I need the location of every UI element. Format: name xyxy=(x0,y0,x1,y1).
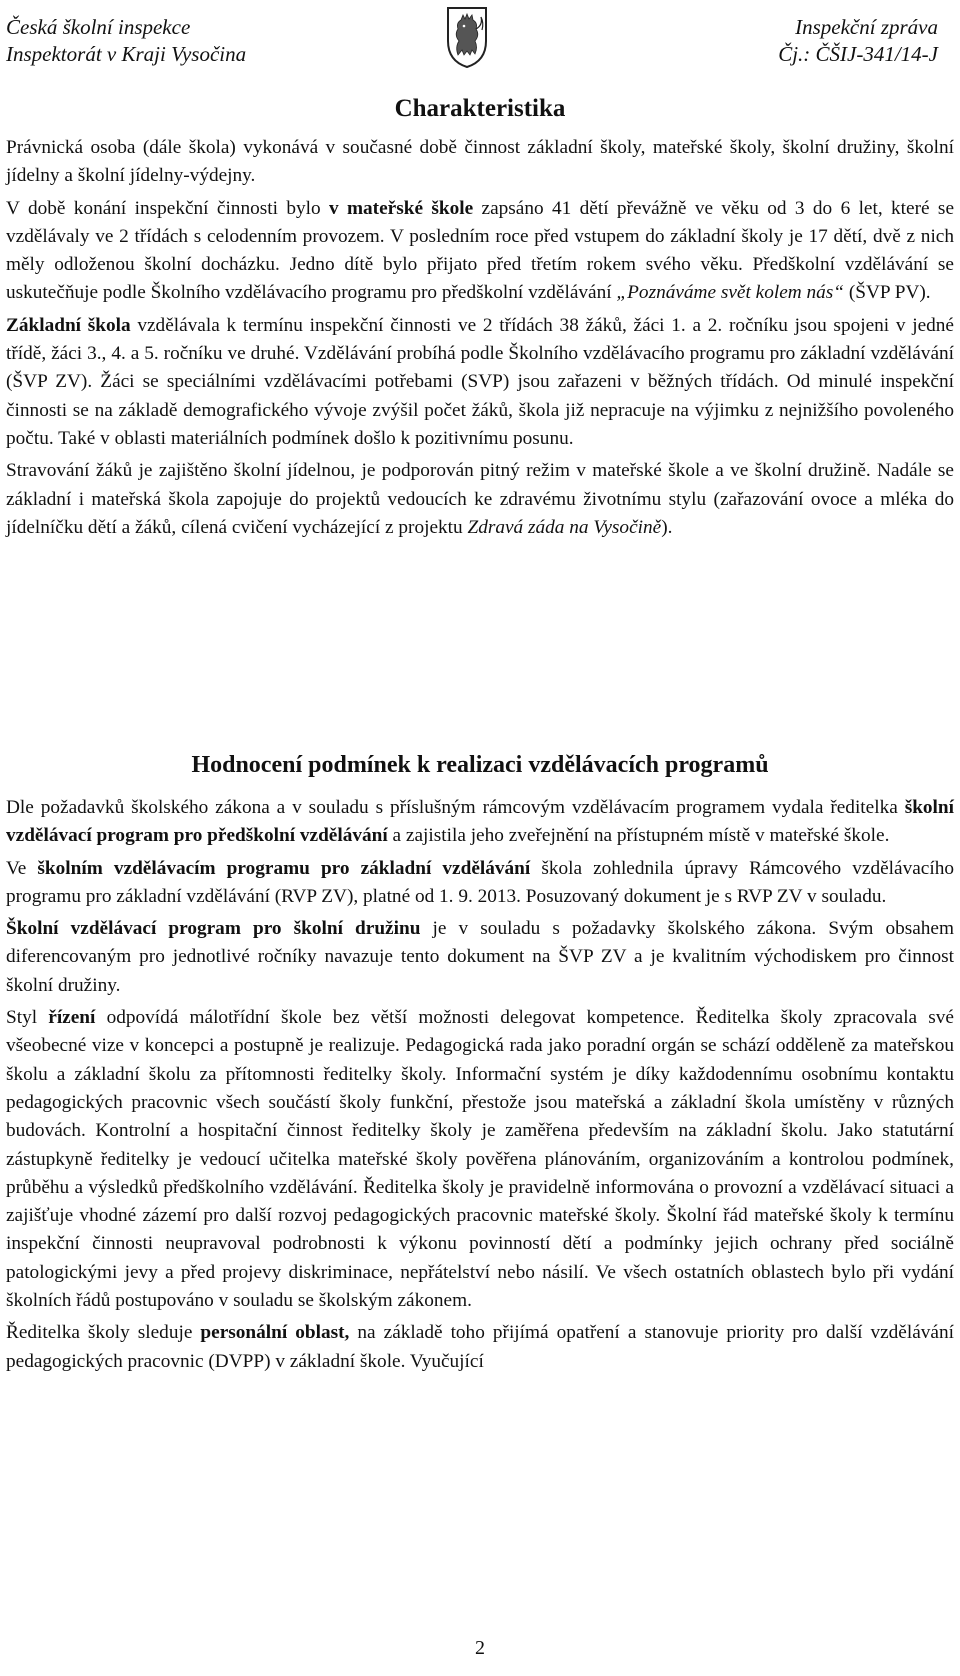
paragraph: Školní vzdělávací program pro školní družinu je v souladu s požadavky školského zákona. Svým obsahem diferencovaným pro jednotlivé ročníky navazuje tento dokument na ŠVP ZV a je kvalitním východiskem pro činnost školní družiny. xyxy=(6,918,954,996)
paragraph: Základní škola vzdělávala k termínu inspekční činnosti ve 2 třídách 38 žáků, žáci 1. a 2. ročníku jsou spojeni v jedné třídě, žáci 3., 4. a 5. ročníku ve druhé. Vzdělávání probíhá podle Školního vzdělávacího programu pro základní vzdělávání (ŠVP ZV). Žáci se speciálními vzdělávacími potřebami (SVP) jsou zařazeni v běžných třídách. Od minulé inspekční činnosti se na základě demografického vývoje zvýšil počet žáků, škola již nepracuje na výjimku z nejnižšího povoleného počtu. Také v oblasti materiálních podmínek došlo k pozitivnímu posunu. xyxy=(6,314,954,449)
paragraph: Stravování žáků je zajištěno školní jídelnou, je podporován pitný režim v mateřské škole a ve školní družině. Nadále se základní i mateřská škola zapojuje do projektů vedoucích ke zdravému životnímu stylu (zařazování ovoce a mléka do jídelníčku dětí a žáků, cílená cvičení vycházející z projektu Zdravá záda na Vysočině). xyxy=(6,460,954,538)
paragraph: V době konání inspekční činnosti bylo v mateřské škole zapsáno 41 dětí převážně ve věku od 3 do 6 let, které se vzdělávaly ve 2 třídách s celodenním provozem. V posledním roce před vstupem do základní školy je 17 dětí, dvě z nich měly odloženou školní docházku. Jedno dítě bylo přijato před třetím rokem svého věku. Předškolní vzdělávání se uskutečňuje podle Školního vzdělávacího programu pro předškolní vzdělávání „Poznáváme svět kolem nás“ (ŠVP PV). xyxy=(6,197,954,304)
header-right xyxy=(778,14,938,68)
page-number: 2 xyxy=(475,1637,485,1659)
czech-lion-emblem-icon xyxy=(445,5,489,69)
paragraph: Ředitelka školy sleduje personální oblast, na základě toho přijímá opatření a stanovuje priority pro další vzdělávání pedagogických pracovnic (DVPP) v základní škole. Vyučující xyxy=(6,1322,954,1372)
header-left xyxy=(6,14,246,68)
section-conditions xyxy=(6,794,954,1380)
paragraph: Dle požadavků školského zákona a v souladu s příslušným rámcovým vzdělávacím programem vydala ředitelka školní vzdělávací program pro předškolní vzdělávání a zajistila jeho zveřejnění na přístupném místě v mateřské škole. xyxy=(6,797,954,847)
section-title-conditions: Hodnocení podmínek k realizaci vzdělávacích programů xyxy=(191,752,769,778)
section-title-characteristics: Charakteristika xyxy=(394,95,566,122)
paragraph: Právnická osoba (dále škola) vykonává v současné době činnost základní školy, mateřské školy, školní družiny, školní jídelny a školní jídelny-výdejny. xyxy=(6,137,954,187)
paragraph: Styl řízení odpovídá málotřídní škole bez větší možnosti delegovat kompetence. Ředitelka školy zpracovala své všeobecné vize v koncepci a postupně je realizuje. Pedagogická rada jako poradní orgán se schází odděleně za mateřskou školu a základní školu za přítomnosti ředitelky školy. Informační systém je díky každodennímu osobnímu kontaktu pedagogických pracovnic všech součástí školy funkční, přestože jsou mateřská a základní škola umístěny v různých budovách. Kontrolní a hospitační činnost ředitelky školy je zaměřena především na základní školu. Jako statutární zástupkyně ředitelky je vedoucí učitelka mateřské školy pověřena plánováním, organizováním a kontrolou podmínek, průběhu a výsledků předškolního vzdělávání. Ředitelka školy je pravidelně informována o provozní a vzdělávací situaci a zajišťuje vhodné zázemí pro další rozvoj pedagogických pracovnic mateřské školy. Školní řád mateřské školy k termínu inspekční činnosti neupravoval podrobnosti k výkonu povinností dětí a podmínky jejich ochrany před sociálně patologickými jevy a před projevy diskriminace, nepřátelství nebo násilí. Ve všech ostatních oblastech bylo při vydání školních řádů postupováno v souladu se školským zákonem. xyxy=(6,1007,954,1312)
inspection-authority: Česká školní inspekce xyxy=(6,15,191,39)
section-characteristics xyxy=(6,134,954,546)
regional-office: Inspektorát v Kraji Vysočina xyxy=(6,42,247,66)
reference-number: Čj.: ČŠIJ-341/14-J xyxy=(778,42,938,66)
report-type: Inspekční zpráva xyxy=(795,15,938,39)
paragraph: Ve školním vzdělávacím programu pro základní vzdělávání škola zohlednila úpravy Rámcového vzdělávacího programu pro základní vzdělávání (RVP ZV), platné od 1. 9. 2013. Posuzovaný dokument je s RVP ZV v souladu. xyxy=(6,857,954,907)
